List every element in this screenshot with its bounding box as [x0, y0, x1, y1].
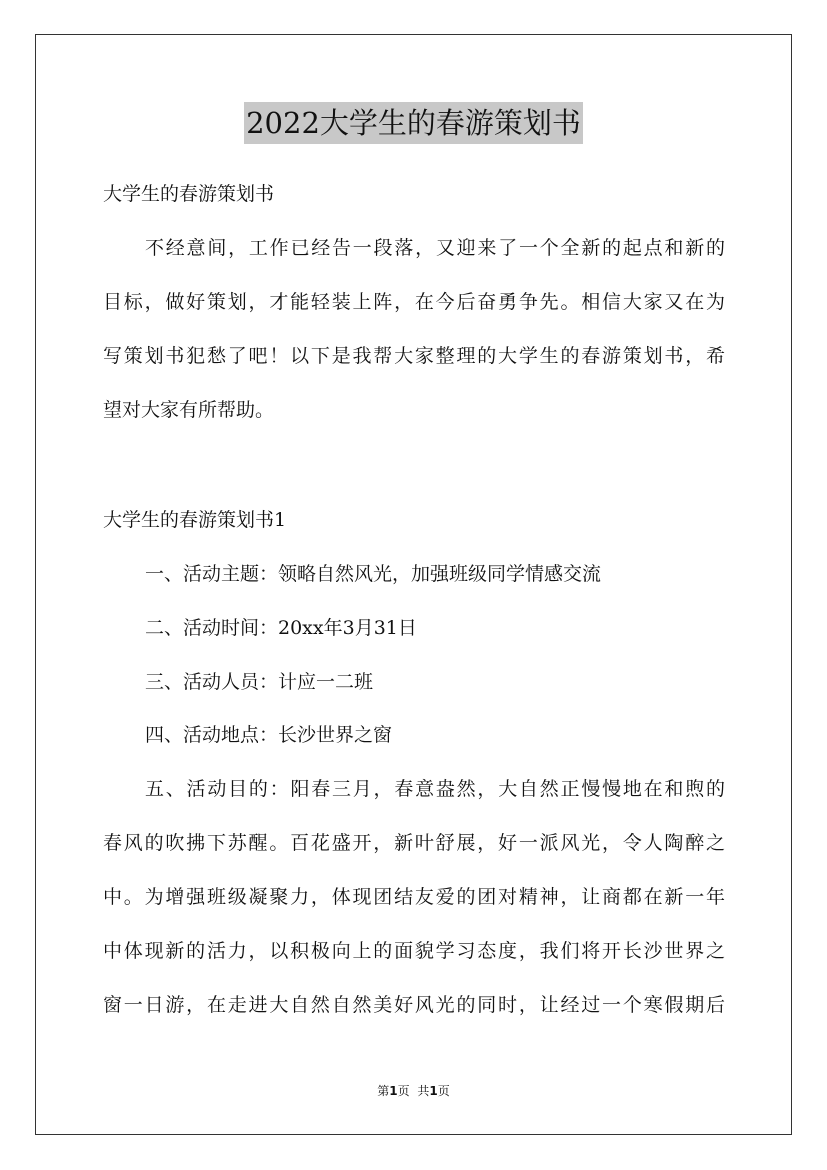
paragraph-line: 不经意间，工作已经告一段落，又迎来了一个全新的起点和新的 — [145, 237, 725, 259]
section-heading: 大学生的春游策划书 — [103, 183, 275, 205]
paragraph-line: 写策划书犯愁了吧！以下是我帮大家整理的大学生的春游策划书，希 — [103, 345, 725, 367]
list-item: 四、活动地点：长沙世界之窗 — [145, 724, 393, 746]
paragraph-line: 中体现新的活力，以积极向上的面貌学习态度，我们将开长沙世界之 — [103, 940, 725, 962]
page-label-suffix: 页 — [397, 1084, 410, 1098]
page-total: 1 — [429, 1084, 438, 1098]
page-label-prefix: 第 — [377, 1084, 390, 1098]
total-label-prefix: 共 — [417, 1084, 430, 1098]
paragraph-line: 春风的吹拂下苏醒。百花盛开，新叶舒展，好一派风光，令人陶醉之 — [103, 832, 725, 854]
document-title: 2022大学生的春游策划书 — [244, 102, 583, 144]
total-label-suffix: 页 — [437, 1084, 450, 1098]
paragraph-line: 望对大家有所帮助。 — [103, 399, 275, 421]
page-footer — [0, 1083, 827, 1099]
paragraph-line: 目标，做好策划，才能轻装上阵，在今后奋勇争先。相信大家又在为 — [103, 291, 725, 313]
section-heading: 大学生的春游策划书1 — [103, 509, 287, 531]
paragraph-line: 窗一日游，在走进大自然自然美好风光的同时，让经过一个寒假期后 — [103, 994, 725, 1016]
list-item: 三、活动人员：计应一二班 — [145, 671, 374, 693]
list-item: 一、活动主题：领略自然风光，加强班级同学情感交流 — [145, 563, 602, 585]
title-container — [0, 102, 827, 144]
page-current: 1 — [389, 1084, 398, 1098]
paragraph-line: 中。为增强班级凝聚力，体现团结友爱的团对精神，让商都在新一年 — [103, 886, 725, 908]
paragraph-line: 五、活动目的：阳春三月，春意盎然，大自然正慢慢地在和煦的 — [145, 778, 725, 800]
list-item: 二、活动时间：20xx年3月31日 — [145, 617, 417, 639]
